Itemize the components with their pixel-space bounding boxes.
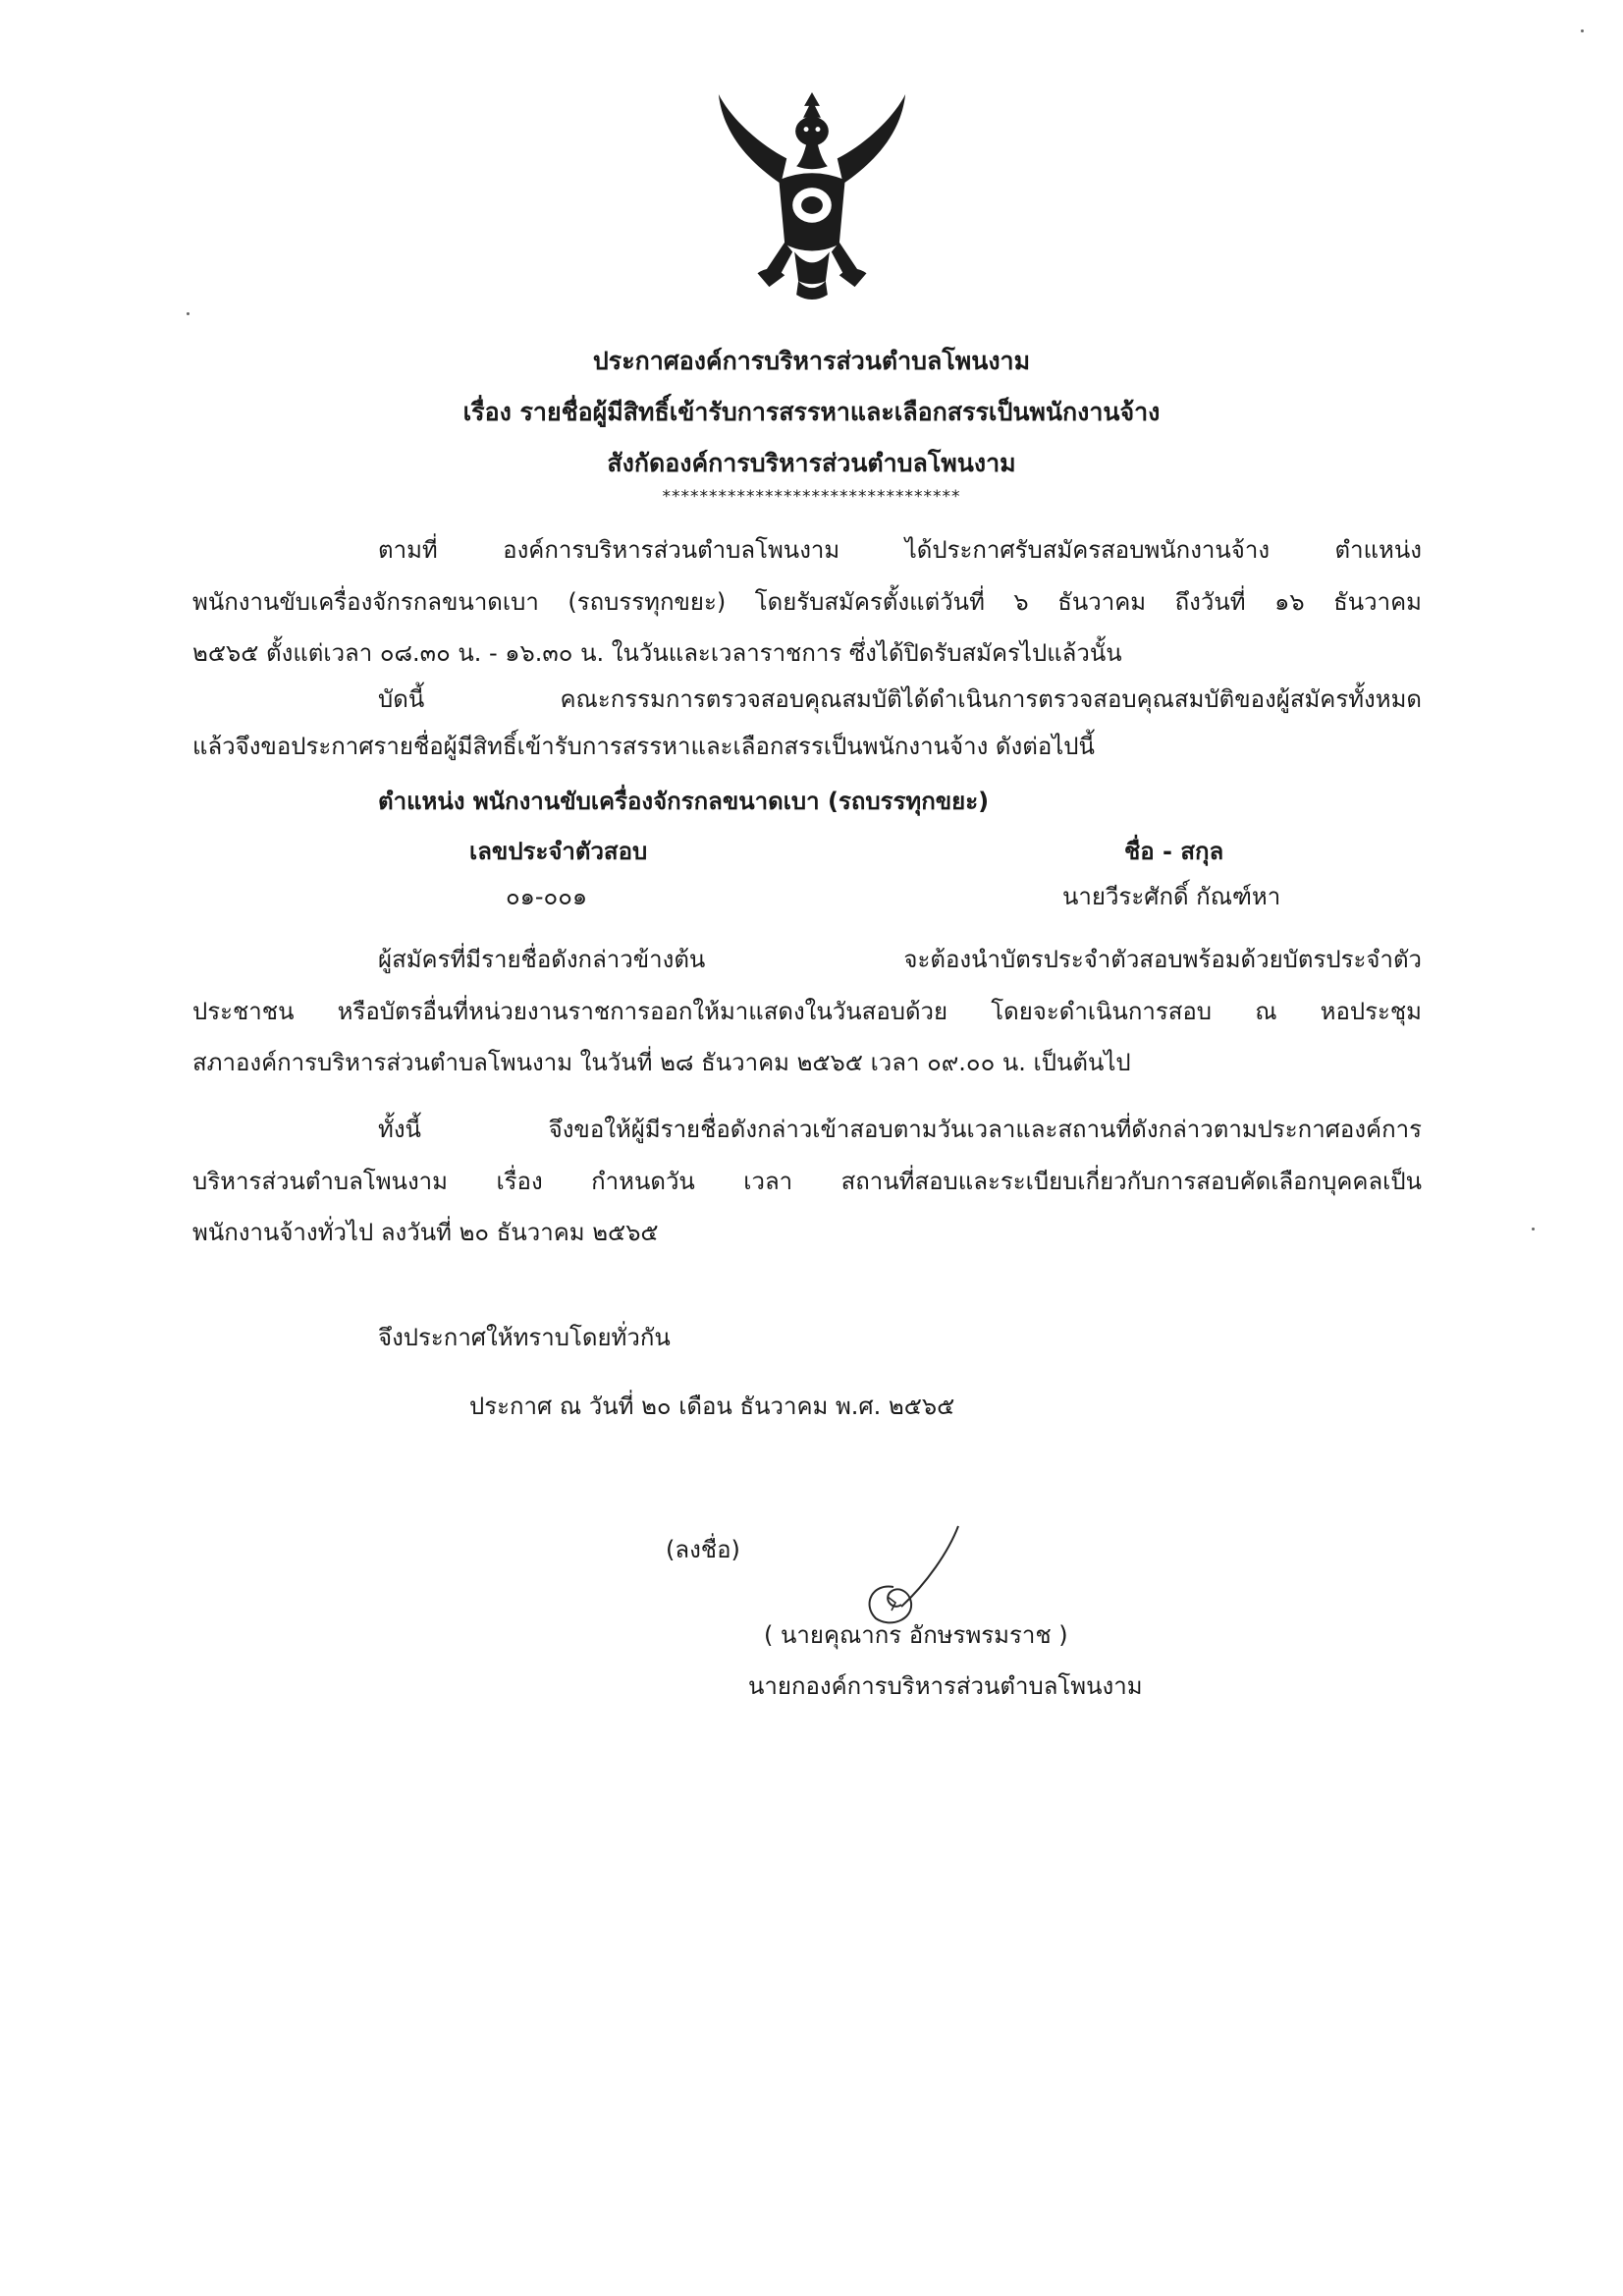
- instructions-p3-line-1: ผู้สมัครที่มีรายชื่อดังกล่าวข้างต้น จะต้องนำบัตรประจำตัวสอบพร้อมด้วยบัตรประจำตัว: [378, 946, 1422, 973]
- intro-p2-line-2: แล้วจึงขอประกาศรายชื่อผู้มีสิทธิ์เข้ารับการสรรหาและเลือกสรรเป็นพนักงานจ้าง ดังต่อไปนี้: [192, 733, 1095, 760]
- instructions-p4-line-3: พนักงานจ้างทั่วไป ลงวันที่ ๒๐ ธันวาคม ๒๕๖๕: [192, 1219, 659, 1246]
- scan-speck: [1532, 1228, 1535, 1230]
- instructions-p4-line-1: ทั้งนี้ จึงขอให้ผู้มีรายชื่อดังกล่าวเข้าสอบตามวันเวลาและสถานที่ดังกล่าวตามประกาศองค์การ: [378, 1116, 1422, 1143]
- column-header-exam-id: เลขประจำตัวสอบ: [469, 838, 648, 865]
- scan-speck: [1581, 29, 1584, 32]
- announcement-affiliation: สังกัดองค์การบริหารส่วนตำบลโพนงาม: [607, 449, 1016, 477]
- column-header-full-name: ชื่อ - สกุล: [1124, 838, 1224, 865]
- position-title: ตำแหน่ง พนักงานขับเครื่องจักรกลขนาดเบา (รถบรรทุกขยะ): [378, 788, 990, 815]
- intro-p1-line-1: ตามที่ องค์การบริหารส่วนตำบลโพนงาม ได้ประกาศรับสมัครสอบพนักงานจ้าง ตำแหน่ง: [378, 536, 1422, 564]
- signature-label: (ลงชื่อ): [666, 1536, 740, 1563]
- instructions-p3-line-2: ประชาชน หรือบัตรอื่นที่หน่วยงานราชการออกให้มาแสดงในวันสอบด้วย โดยจะดำเนินการสอบ ณ หอประชุม: [192, 998, 1422, 1025]
- instructions-p4-line-2: บริหารส่วนตำบลโพนงาม เรื่อง กำหนดวัน เวลา สถานที่สอบและระเบียบเกี่ยวกับการสอบคัดเลือกบุคคลเป็น: [192, 1168, 1422, 1195]
- signer-name: ( นายคุณากร อักษรพรมราช ): [764, 1621, 1068, 1649]
- table-row-full-name: นายวีระศักดิ์ กัณฑ์หา: [1062, 883, 1281, 910]
- announcement-title: ประกาศองค์การบริหารส่วนตำบลโพนงาม: [592, 347, 1031, 375]
- announcement-date: ประกาศ ณ วันที่ ๒๐ เดือน ธันวาคม พ.ศ. ๒๕๖๕: [469, 1393, 955, 1420]
- handwritten-signature-icon: [833, 1522, 980, 1630]
- closing-announce: จึงประกาศให้ทราบโดยทั่วกัน: [378, 1324, 671, 1351]
- signer-title: นายกองค์การบริหารส่วนตำบลโพนงาม: [748, 1672, 1143, 1700]
- table-row-exam-id: ๐๑-๐๐๑: [506, 883, 588, 910]
- intro-p1-line-2: พนักงานขับเครื่องจักรกลขนาดเบา (รถบรรทุกขยะ) โดยรับสมัครตั้งแต่วันที่ ๖ ธันวาคม ถึงวันที่ ๑๖ ธันวาคม: [192, 588, 1422, 616]
- header-separator: ********************************: [662, 487, 961, 507]
- garuda-emblem-icon: [705, 90, 919, 304]
- announcement-subject: เรื่อง รายชื่อผู้มีสิทธิ์เข้ารับการสรรหาและเลือกสรรเป็นพนักงานจ้าง: [462, 398, 1161, 426]
- intro-p2-line-1: บัดนี้ คณะกรรมการตรวจสอบคุณสมบัติได้ดำเนินการตรวจสอบคุณสมบัติของผู้สมัครทั้งหมด: [378, 685, 1422, 713]
- intro-p1-line-3: ๒๕๖๕ ตั้งแต่เวลา ๐๘.๓๐ น. - ๑๖.๓๐ น. ในวันและเวลาราชการ ซึ่งได้ปิดรับสมัครไปแล้วนั้น: [192, 639, 1122, 667]
- instructions-p3-line-3: สภาองค์การบริหารส่วนตำบลโพนงาม ในวันที่ ๒๘ ธันวาคม ๒๕๖๕ เวลา ๐๙.๐๐ น. เป็นต้นไป: [192, 1049, 1131, 1076]
- scan-speck: [187, 312, 189, 315]
